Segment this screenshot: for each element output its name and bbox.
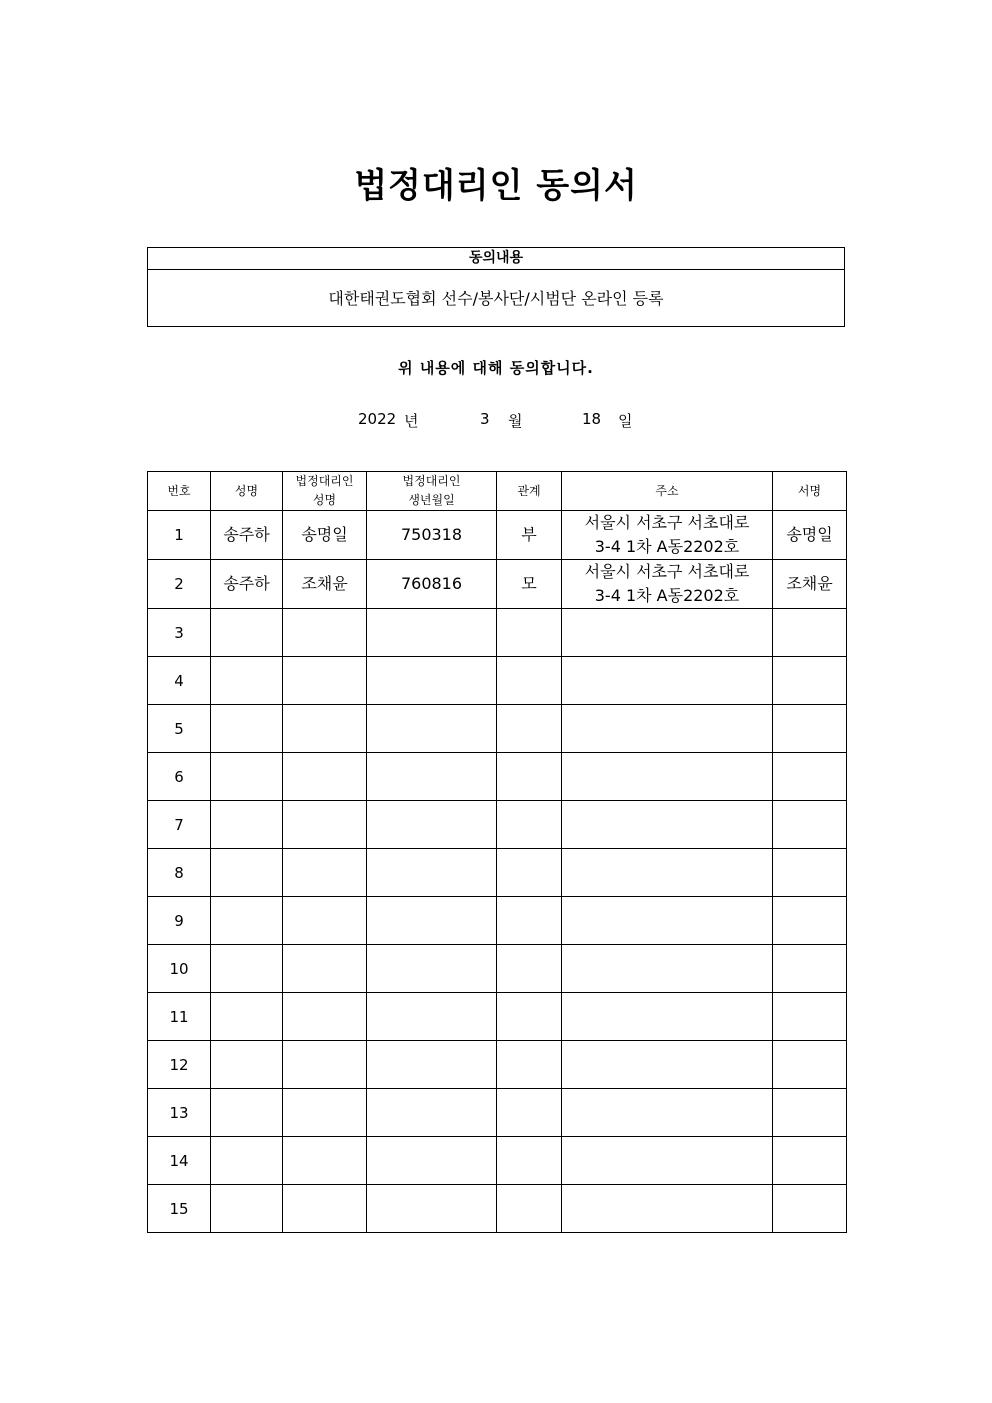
table-row	[148, 753, 847, 801]
cell-name	[211, 1137, 283, 1185]
cell-address	[562, 1185, 773, 1233]
table-row	[148, 609, 847, 657]
cell-address	[562, 511, 773, 560]
date-day: 18	[582, 410, 602, 428]
cell-no: 12	[148, 1041, 211, 1089]
guardian-table	[147, 471, 847, 1233]
cell-no: 2	[148, 560, 211, 609]
cell-signature	[773, 897, 847, 945]
cell-no: 11	[148, 993, 211, 1041]
cell-signature	[773, 945, 847, 993]
cell-guardian-birth	[367, 609, 497, 657]
header-guardian-birth-line1: 법정대리인	[402, 474, 461, 488]
date-month: 3	[480, 410, 490, 428]
table-row	[148, 1137, 847, 1185]
cell-name: 송주하	[211, 511, 283, 560]
cell-guardian-birth	[367, 801, 497, 849]
header-guardian-name-line1: 법정대리인	[295, 474, 354, 488]
consent-header: 동의내용	[148, 248, 844, 270]
date-year-unit: 년	[404, 412, 419, 430]
cell-guardian-birth: 750318	[367, 511, 497, 560]
table-row	[148, 705, 847, 753]
cell-no: 9	[148, 897, 211, 945]
cell-signature	[773, 657, 847, 705]
header-guardian-birth	[367, 472, 497, 511]
cell-relation	[497, 1185, 562, 1233]
cell-guardian-name	[283, 897, 367, 945]
cell-guardian-name: 조채윤	[283, 560, 367, 609]
cell-guardian-name	[283, 753, 367, 801]
cell-name	[211, 705, 283, 753]
cell-signature	[773, 993, 847, 1041]
cell-name	[211, 1041, 283, 1089]
cell-guardian-birth	[367, 657, 497, 705]
cell-relation	[497, 801, 562, 849]
consent-content: 대한태권도협회 선수/봉사단/시범단 온라인 등록	[328, 289, 664, 308]
cell-address	[562, 1137, 773, 1185]
page-title: 법정대리인 동의서	[354, 166, 638, 206]
cell-signature	[773, 1185, 847, 1233]
cell-address	[562, 945, 773, 993]
cell-signature: 조채윤	[773, 560, 847, 609]
cell-relation	[497, 1089, 562, 1137]
cell-guardian-birth	[367, 1041, 497, 1089]
cell-guardian-name	[283, 801, 367, 849]
header-relation: 관계	[497, 472, 562, 511]
cell-relation	[497, 609, 562, 657]
cell-address-line2: 3-4 1차 A동2202호	[594, 537, 740, 556]
cell-guardian-name	[283, 1185, 367, 1233]
cell-guardian-birth	[367, 993, 497, 1041]
cell-no: 13	[148, 1089, 211, 1137]
cell-address	[562, 609, 773, 657]
cell-guardian-birth	[367, 945, 497, 993]
date-day-unit: 일	[618, 412, 633, 430]
cell-relation	[497, 753, 562, 801]
date-month-unit: 월	[508, 412, 523, 430]
cell-address	[562, 993, 773, 1041]
table-row	[148, 1089, 847, 1137]
cell-address	[562, 753, 773, 801]
table-body	[148, 511, 847, 1233]
cell-guardian-name	[283, 945, 367, 993]
cell-signature: 송명일	[773, 511, 847, 560]
cell-guardian-name	[283, 849, 367, 897]
cell-name	[211, 657, 283, 705]
date-year: 2022	[358, 410, 397, 428]
table-row	[148, 657, 847, 705]
cell-address	[562, 1041, 773, 1089]
cell-signature	[773, 609, 847, 657]
cell-no: 5	[148, 705, 211, 753]
cell-guardian-name	[283, 705, 367, 753]
cell-no: 7	[148, 801, 211, 849]
cell-address	[562, 657, 773, 705]
cell-guardian-birth	[367, 849, 497, 897]
cell-relation	[497, 849, 562, 897]
header-address: 주소	[562, 472, 773, 511]
cell-address	[562, 897, 773, 945]
cell-guardian-birth	[367, 1185, 497, 1233]
cell-signature	[773, 753, 847, 801]
cell-guardian-name	[283, 1041, 367, 1089]
header-signature: 서명	[773, 472, 847, 511]
table-row	[148, 1185, 847, 1233]
cell-no: 6	[148, 753, 211, 801]
table-row	[148, 1041, 847, 1089]
cell-guardian-name	[283, 657, 367, 705]
cell-signature	[773, 1041, 847, 1089]
cell-guardian-name: 송명일	[283, 511, 367, 560]
cell-name	[211, 849, 283, 897]
cell-guardian-birth	[367, 1137, 497, 1185]
cell-name	[211, 945, 283, 993]
table-row	[148, 897, 847, 945]
cell-guardian-name	[283, 993, 367, 1041]
cell-relation	[497, 1041, 562, 1089]
cell-guardian-birth	[367, 705, 497, 753]
header-name: 성명	[211, 472, 283, 511]
cell-relation	[497, 705, 562, 753]
table-row	[148, 993, 847, 1041]
cell-no: 10	[148, 945, 211, 993]
header-guardian-name-line2: 성명	[312, 493, 337, 507]
table-row	[148, 511, 847, 560]
cell-name	[211, 609, 283, 657]
header-guardian-birth-line2: 생년월일	[408, 493, 455, 507]
cell-signature	[773, 705, 847, 753]
table-header-row	[148, 472, 847, 511]
cell-no: 3	[148, 609, 211, 657]
consent-box	[147, 247, 845, 327]
cell-guardian-birth	[367, 1089, 497, 1137]
cell-address-line2: 3-4 1차 A동2202호	[594, 586, 740, 605]
cell-no: 4	[148, 657, 211, 705]
cell-name	[211, 897, 283, 945]
cell-relation: 모	[497, 560, 562, 609]
cell-name: 송주하	[211, 560, 283, 609]
agreement-text: 위 내용에 대해 동의합니다.	[398, 359, 594, 377]
cell-address-line1: 서울시 서초구 서초대로	[584, 513, 750, 532]
cell-relation	[497, 657, 562, 705]
cell-guardian-name	[283, 1137, 367, 1185]
cell-guardian-name	[283, 1089, 367, 1137]
cell-signature	[773, 1137, 847, 1185]
cell-no: 14	[148, 1137, 211, 1185]
table-row	[148, 801, 847, 849]
cell-no: 15	[148, 1185, 211, 1233]
cell-relation	[497, 897, 562, 945]
table-row	[148, 945, 847, 993]
cell-signature	[773, 801, 847, 849]
table-row	[148, 560, 847, 609]
cell-address	[562, 801, 773, 849]
table-row	[148, 849, 847, 897]
cell-signature	[773, 1089, 847, 1137]
cell-relation	[497, 1137, 562, 1185]
cell-address	[562, 1089, 773, 1137]
cell-name	[211, 993, 283, 1041]
cell-guardian-birth	[367, 897, 497, 945]
cell-guardian-birth: 760816	[367, 560, 497, 609]
cell-name	[211, 801, 283, 849]
cell-address-line1: 서울시 서초구 서초대로	[584, 562, 750, 581]
cell-signature	[773, 849, 847, 897]
header-guardian-name	[283, 472, 367, 511]
cell-no: 1	[148, 511, 211, 560]
cell-address	[562, 560, 773, 609]
cell-name	[211, 1089, 283, 1137]
cell-guardian-birth	[367, 753, 497, 801]
cell-no: 8	[148, 849, 211, 897]
cell-guardian-name	[283, 609, 367, 657]
cell-relation: 부	[497, 511, 562, 560]
header-no: 번호	[148, 472, 211, 511]
cell-address	[562, 705, 773, 753]
cell-name	[211, 1185, 283, 1233]
cell-name	[211, 753, 283, 801]
cell-relation	[497, 945, 562, 993]
cell-relation	[497, 993, 562, 1041]
cell-address	[562, 849, 773, 897]
